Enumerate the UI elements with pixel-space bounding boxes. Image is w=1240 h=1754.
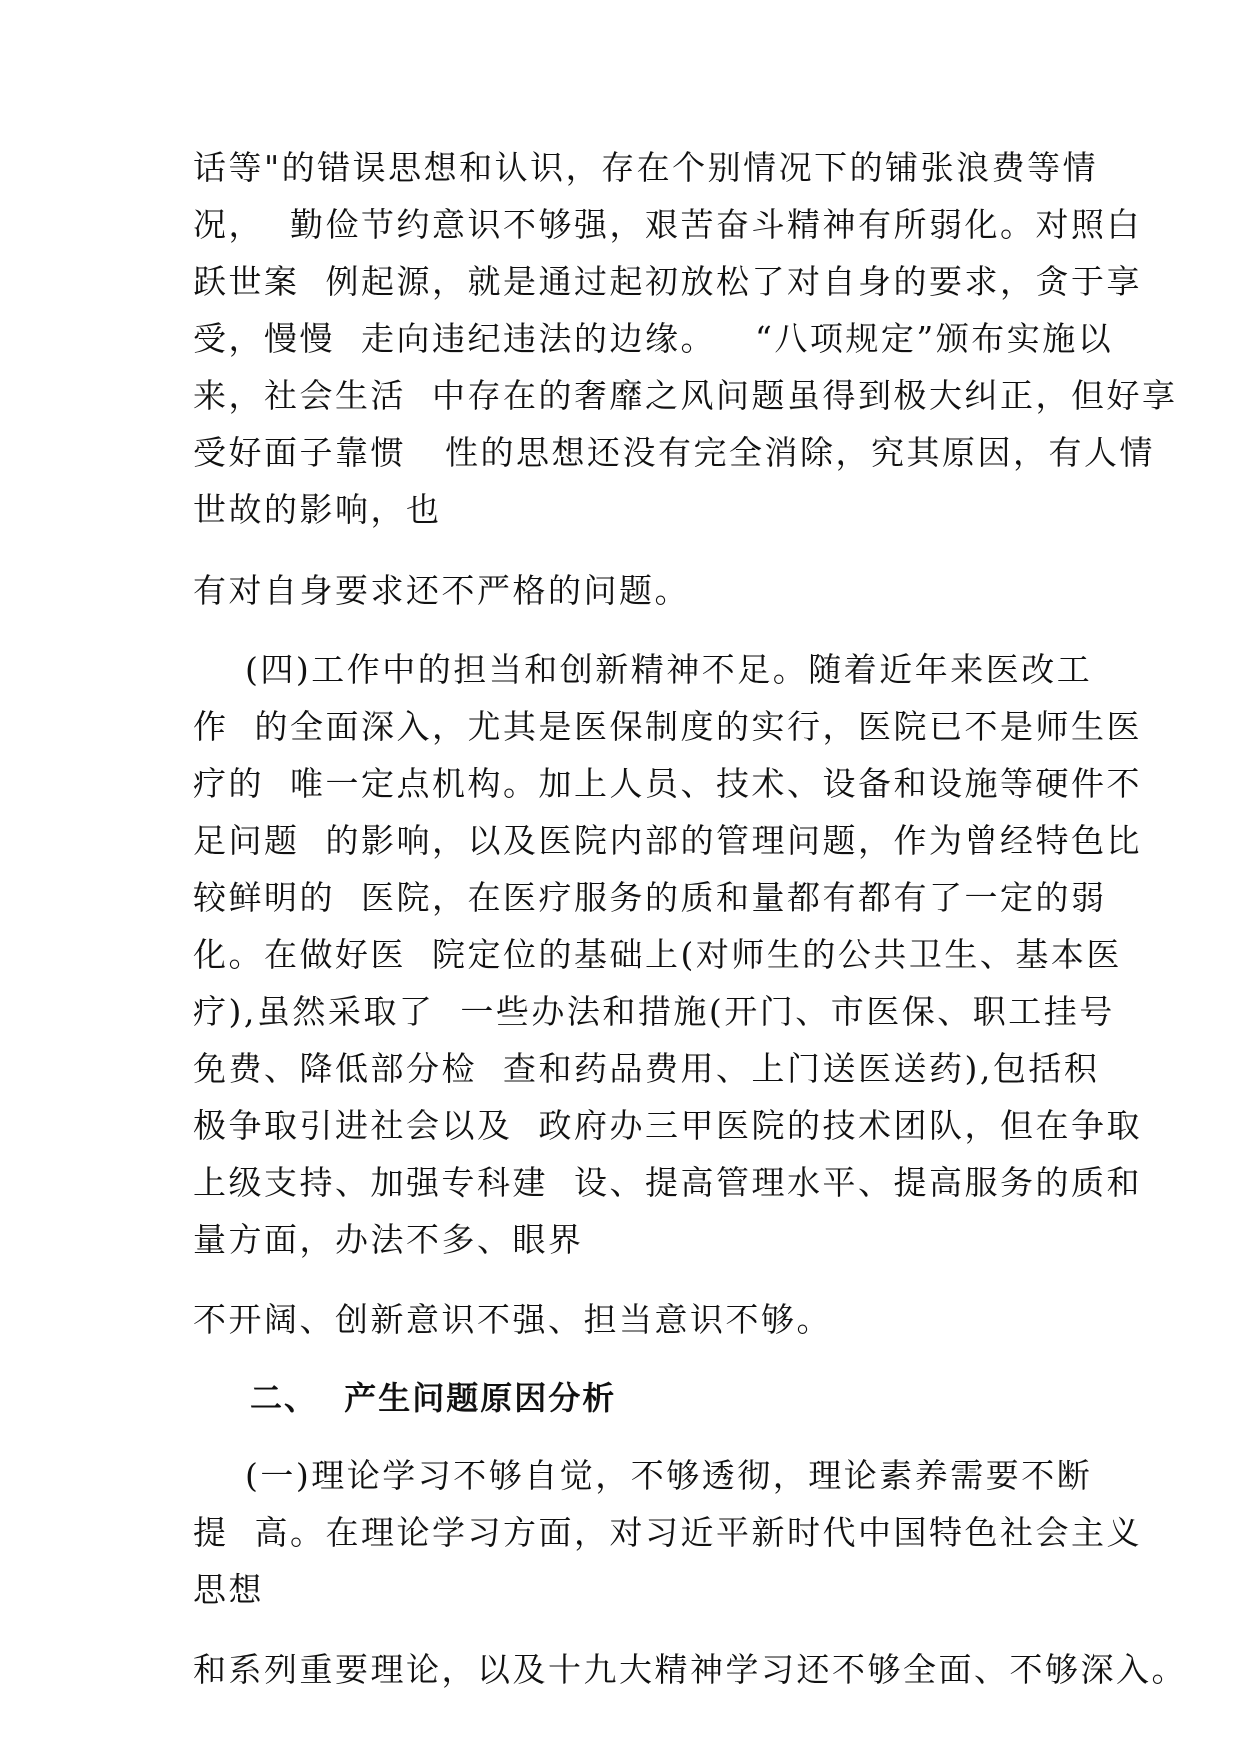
- text-line: 话等"的错误思想和认识，存在个别情况下的铺张浪费等情: [193, 148, 1099, 187]
- text-line: 较鲜明的 医院，在医疗服务的质和量都有都有了一定的弱: [193, 878, 1107, 917]
- text-line: 思想: [193, 1570, 264, 1609]
- text-line: 上级支持、加强专科建 设、提高管理水平、提高服务的质和: [193, 1163, 1142, 1202]
- text-line: 免费、降低部分检 查和药品费用、上门送医送药),包括积: [193, 1049, 1100, 1088]
- text-line: 疗),虽然采取了 一些办法和措施(开门、市医保、职工挂号: [193, 992, 1115, 1031]
- text-line: 极争取引进社会以及 政府办三甲医院的技术团队，但在争取: [193, 1106, 1142, 1145]
- text-line: 作 的全面深入，尤其是医保制度的实行，医院已不是师生医: [193, 707, 1142, 746]
- text-line: 不开阔、创新意识不强、担当意识不够。: [193, 1300, 832, 1339]
- text-line: 跃世案 例起源，就是通过起初放松了对自身的要求，贪于享: [193, 262, 1142, 301]
- text-line: 足问题 的影响，以及医院内部的管理问题，作为曾经特色比: [193, 821, 1142, 860]
- text-line: 量方面，办法不多、眼界: [193, 1220, 584, 1259]
- paragraph-start-line: (一)理论学习不够自觉，不够透彻，理论素养需要不断: [193, 1456, 1093, 1495]
- text-line: 和系列重要理论，以及十九大精神学习还不够全面、不够深入。: [193, 1650, 1187, 1689]
- text-line: 受，慢慢 走向违纪违法的边缘。 “八项规定”颁布实施以: [193, 319, 1114, 358]
- text-line: 疗的 唯一定点机构。加上人员、技术、设备和设施等硬件不: [193, 764, 1142, 803]
- text-line: 化。在做好医 院定位的基础上(对师生的公共卫生、基本医: [193, 935, 1122, 974]
- text-line: 有对自身要求还不严格的问题。: [193, 571, 690, 610]
- section-heading: 二、 产生问题原因分析: [250, 1379, 617, 1417]
- text-line: 提 高。在理论学习方面，对习近平新时代中国特色社会主义: [193, 1513, 1142, 1552]
- paragraph-start-line: (四)工作中的担当和创新精神不足。随着近年来医改工: [193, 650, 1093, 689]
- text-line: 世故的影响，也: [193, 490, 442, 529]
- text-line: 来，社会生活 中存在的奢靡之风问题虽得到极大纠正，但好享: [193, 376, 1178, 415]
- text-line: 受好面子靠惯 性的思想还没有完全消除，究其原因，有人情: [193, 433, 1155, 472]
- text-line: 况， 勤俭节约意识不够强，艰苦奋斗精神有所弱化。对照白: [193, 205, 1142, 244]
